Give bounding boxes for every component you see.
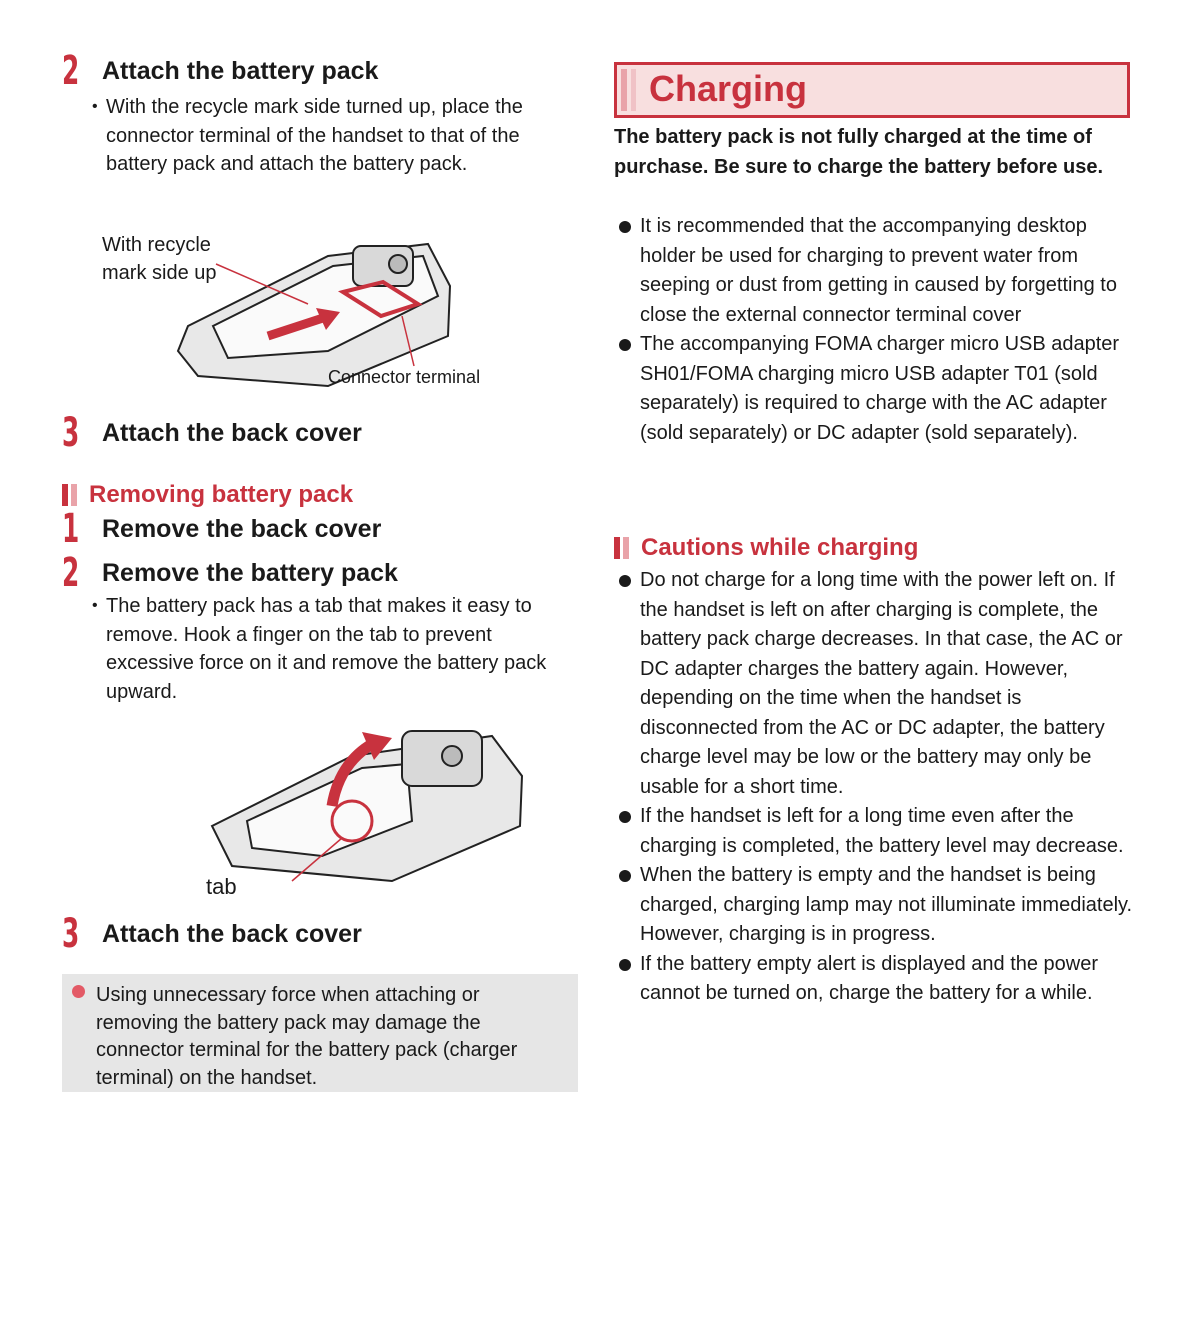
recycle-mark-label — [102, 231, 217, 287]
heading-bar-icon — [71, 484, 77, 506]
caution-note-box — [62, 974, 578, 1092]
list-item — [614, 950, 1134, 1009]
step-title: Attach the back cover — [102, 920, 362, 948]
cautions-list — [614, 566, 1134, 1009]
step-bullet — [92, 93, 576, 179]
heading-text: Cautions while charging — [641, 534, 919, 561]
list-item-text: If the handset is left for a long time even after the charging is completed, the battery level may decrease. — [640, 805, 1124, 857]
heading-bar-icon — [614, 537, 620, 559]
recycle-label-line1: With recycle — [102, 234, 211, 256]
battery-remove-figure — [202, 716, 552, 886]
step-number: 2 — [62, 48, 80, 94]
step-number: 2 — [62, 550, 80, 596]
bullet-dot-icon — [619, 221, 631, 233]
step-remove-back-cover — [62, 506, 382, 552]
bullet-dot-icon — [72, 985, 85, 998]
bullet-dot-icon — [619, 811, 631, 823]
charging-section-header — [614, 62, 1130, 118]
step-bullet — [92, 592, 576, 706]
step-title: Remove the battery pack — [102, 559, 398, 587]
removing-battery-heading — [62, 481, 353, 509]
bullet-dot-icon — [619, 339, 631, 351]
section-title: Charging — [649, 68, 807, 109]
heading-text: Removing battery pack — [89, 481, 354, 508]
list-item-text: If the battery empty alert is displayed and the power cannot be turned on, charge the battery for a while. — [640, 952, 1099, 1004]
step-attach-back-cover — [62, 410, 362, 456]
heading-bar-icon — [62, 484, 68, 506]
charging-intro: The battery pack is not fully charged at the time of purchase. Be sure to charge the battery before use. — [614, 126, 1104, 178]
cautions-heading — [614, 534, 918, 562]
heading-bar-icon — [623, 537, 629, 559]
step-attach-battery — [62, 48, 379, 94]
list-item — [614, 330, 1134, 448]
step-number: 3 — [62, 911, 80, 957]
list-item-text: It is recommended that the accompanying desktop holder be used for charging to prevent water from seeping or dust from getting in caused by forgetting to close the external connector terminal cover — [640, 215, 1117, 326]
bullet-text: With the recycle mark side turned up, place the connector terminal of the handset to that of the battery pack and attach the battery pack. — [106, 96, 523, 175]
recycle-label-line2: mark side up — [102, 262, 217, 284]
header-stripe-icon — [631, 69, 636, 111]
list-item — [614, 861, 1134, 950]
step-number: 3 — [62, 410, 80, 456]
charging-bullet-list — [614, 212, 1134, 448]
bullet-dot-icon — [619, 959, 631, 971]
caution-note-text: Using unnecessary force when attaching or removing the battery pack may damage the connector terminal for the battery pack (charger terminal) on the handset. — [96, 984, 518, 1089]
bullet-dot-icon — [619, 575, 631, 587]
step-title: Attach the battery pack — [102, 57, 379, 85]
bullet-dot-icon — [619, 870, 631, 882]
list-item — [614, 566, 1134, 802]
bullet-dot-icon: • — [92, 597, 98, 614]
list-item-text: When the battery is empty and the handset is being charged, charging lamp may not illuminate immediately. However, charging is in progress. — [640, 864, 1133, 945]
bullet-text: The battery pack has a tab that makes it easy to remove. Hook a finger on the tab to prevent excessive force on it and remove the battery pack upward. — [106, 595, 547, 703]
list-item — [614, 212, 1134, 330]
list-item-text: Do not charge for a long time with the power left on. If the handset is left on after charging is complete, the battery pack charge decreases. In that case, the AC or DC adapter charges the battery again. However, depending on the time when the handset is disconnected from the AC or DC adapter, the battery charge level may be low or the battery may only be usable for a short time. — [640, 569, 1123, 798]
tab-label: tab — [206, 874, 237, 899]
step-attach-back-cover-again — [62, 911, 362, 957]
connector-terminal-label: Connector terminal — [328, 367, 481, 387]
step-remove-battery — [62, 550, 398, 596]
list-item-text: The accompanying FOMA charger micro USB adapter SH01/FOMA charging micro USB adapter T01 (sold separately) is required to charge with the AC adapter (sold separately) or DC adapter (sold separately). — [640, 333, 1120, 444]
phone-battery-remove-illustration — [202, 716, 552, 886]
step-title: Remove the back cover — [102, 515, 382, 543]
list-item — [614, 802, 1134, 861]
step-title: Attach the back cover — [102, 419, 362, 447]
step-number: 1 — [62, 506, 80, 552]
header-stripe-icon — [621, 69, 627, 111]
bullet-dot-icon: • — [92, 98, 98, 115]
